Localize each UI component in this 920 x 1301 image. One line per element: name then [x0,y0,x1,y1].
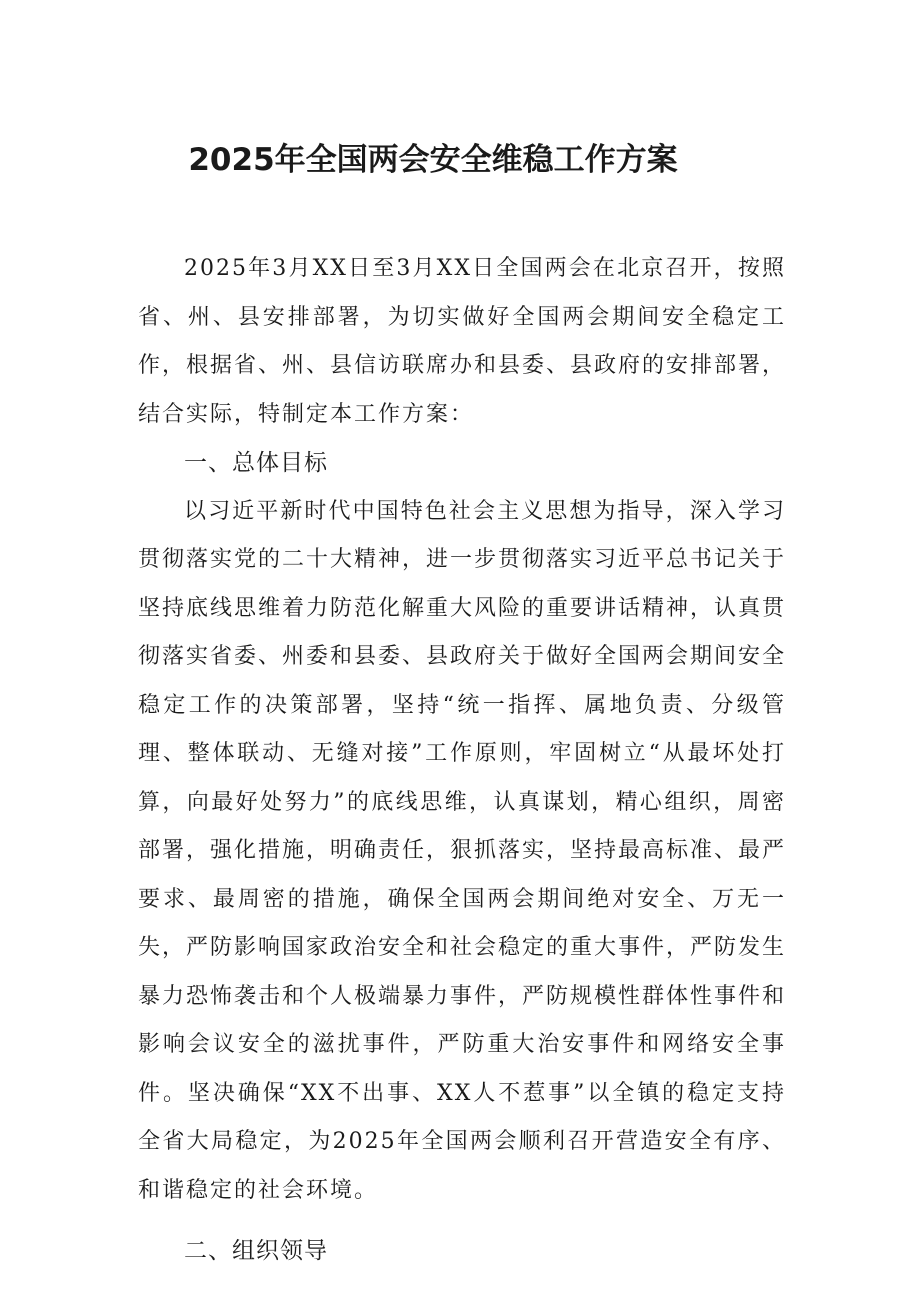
section-paragraph-overall-goal: 以习近平新时代中国特色社会主义思想为指导，深入学习贯彻落实党的二十大精神，进一步贯彻落实习近平总书记关于坚持底线思维着力防范化解重大风险的重要讲话精神，认真贯彻落实省委、州委和县委、县政府关于做好全国两会期间安全稳定工作的决策部署，坚持“统一指挥、属地负责、分级管理、整体联动、无缝对接”工作原则，牢固树立“从最坏处打算，向最好处努力”的底线思维，认真谋划，精心组织，周密部署，强化措施，明确责任，狠抓落实，坚持最高标准、最严要求、最周密的措施，确保全国两会期间绝对安全、万无一失，严防影响国家政治安全和社会稳定的重大事件，严防发生暴力恐怖袭击和个人极端暴力事件，严防规模性群体性事件和影响会议安全的滋扰事件，严防重大治安事件和网络安全事件。坚决确保“XX不出事、XX人不惹事”以全镇的稳定支持全省大局稳定，为2025年全国两会顺利召开营造安全有序、和谐稳定的社会环境。 [138,498,787,1203]
document-title: 2025年全国两会安全维稳工作方案 [188,142,678,178]
section-heading-organization: 二、组织领导 [184,1238,328,1264]
section-heading-overall-goal: 一、总体目标 [184,450,328,476]
intro-paragraph: 2025年3月XX日至3月XX日全国两会在北京召开，按照省、州、县安排部署，为切实做好全国两会期间安全稳定工作，根据省、州、县信访联席办和县委、县政府的安排部署，结合实际，特制定本工作方案： [138,256,787,427]
document-body [138,245,786,1276]
